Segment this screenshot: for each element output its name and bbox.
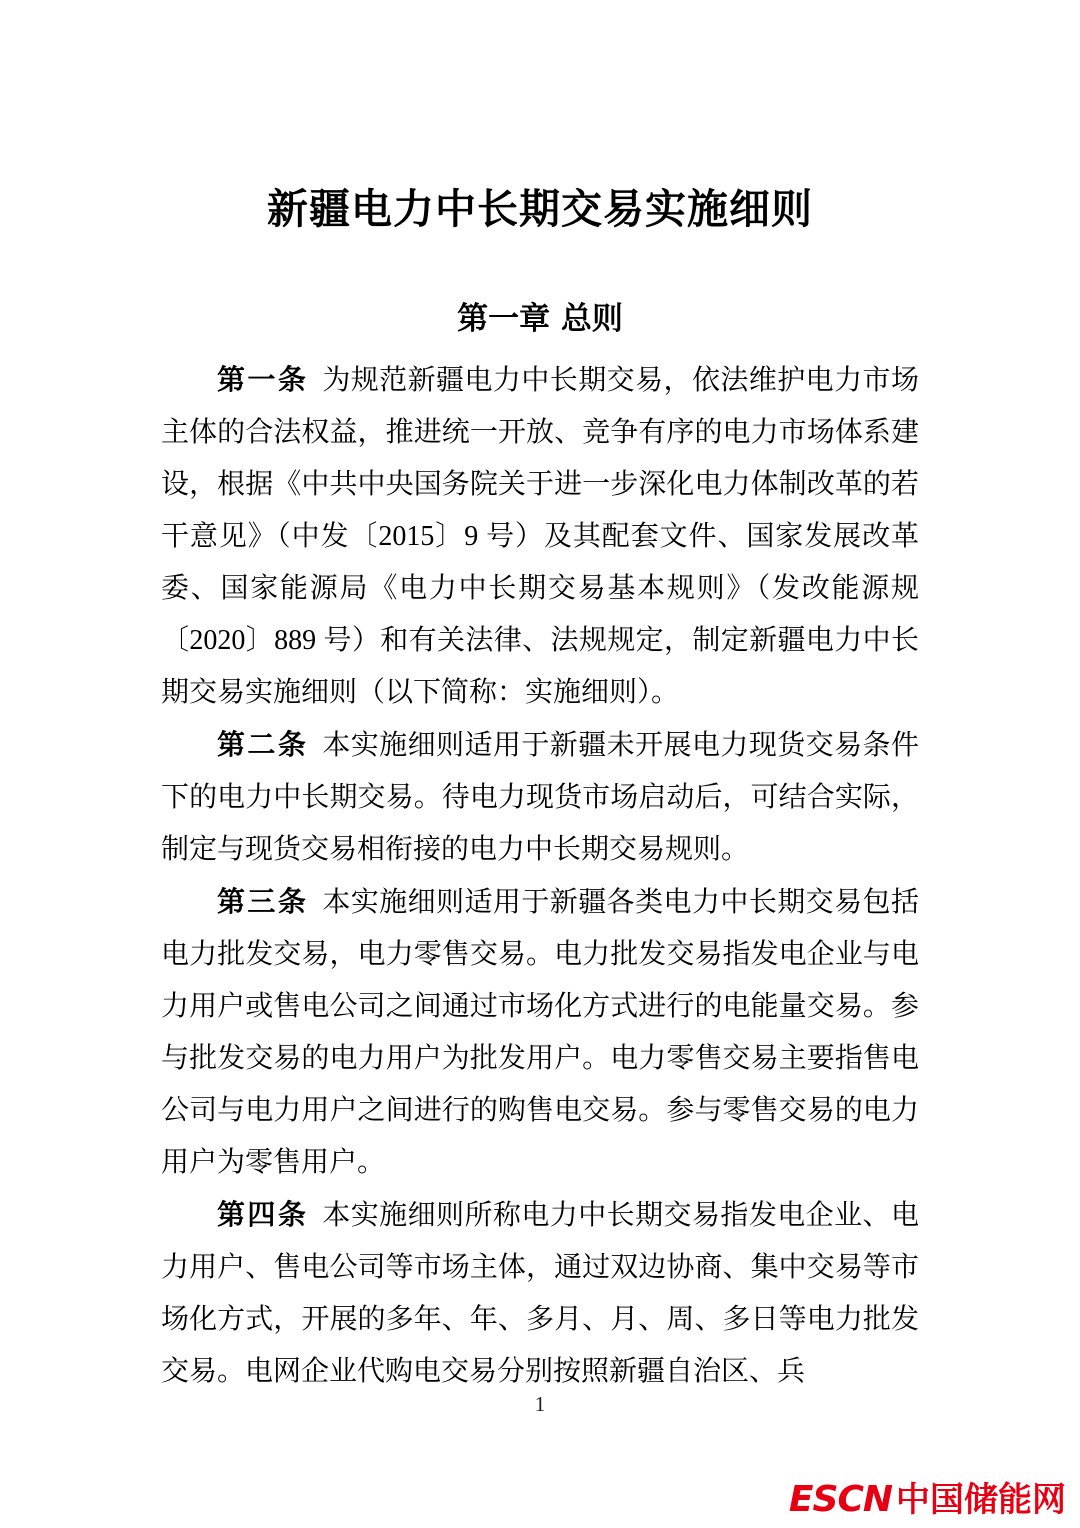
article-4-number: 第四条 [217, 1198, 309, 1231]
article-4-text: 本实施细则所称电力中长期交易指发电企业、电力用户、售电公司等市场主体，通过双边协商、集中交易等市场化方式，开展的多年、年、多月、月、周、多日等电力批发交易。电网企业代购电交易分别按照新疆自治区、兵 [161, 1200, 919, 1387]
article-1-text: 为规范新疆电力中长期交易，依法维护电力市场主体的合法权益，推进统一开放、竞争有序的电力市场体系建设，根据《中共中央国务院关于进一步深化电力体制改革的若干意见》（中发〔2015〕9 号）及其配套文件、国家发展改革委、国家能源局《电力中长期交易基本规则》（发改能源规〔2020〕889 号）和有关法律、法规规定，制定新疆电力中长期交易实施细则（以下简称：实施细则）。 [161, 365, 919, 708]
article-2 [161, 719, 919, 876]
article-2-number: 第二条 [217, 728, 309, 761]
document-body [161, 354, 919, 1398]
escn-logo-latin: ESCN [788, 1479, 892, 1520]
article-1-number: 第一条 [217, 363, 309, 396]
escn-logo-chinese: 中国储能网 [896, 1480, 1066, 1520]
article-1 [161, 354, 919, 719]
article-3-text: 本实施细则适用于新疆各类电力中长期交易包括电力批发交易，电力零售交易。电力批发交易指发电企业与电力用户或售电公司之间通过市场化方式进行的电能量交易。参与批发交易的电力用户为批发用户。电力零售交易主要指售电公司与电力用户之间进行的购售电交易。参与零售交易的电力用户为零售用户。 [161, 887, 919, 1178]
article-2-text: 本实施细则适用于新疆未开展电力现货交易条件下的电力中长期交易。待电力现货市场启动后，可结合实际，制定与现货交易相衔接的电力中长期交易规则。 [161, 730, 919, 865]
chapter-heading: 第一章 总则 [457, 301, 623, 337]
document-title: 新疆电力中长期交易实施细则 [267, 186, 813, 232]
article-3 [161, 876, 919, 1189]
article-4 [161, 1189, 919, 1398]
escn-logo [789, 1472, 1066, 1521]
page-number: 1 [534, 1392, 546, 1416]
article-3-number: 第三条 [217, 885, 309, 918]
